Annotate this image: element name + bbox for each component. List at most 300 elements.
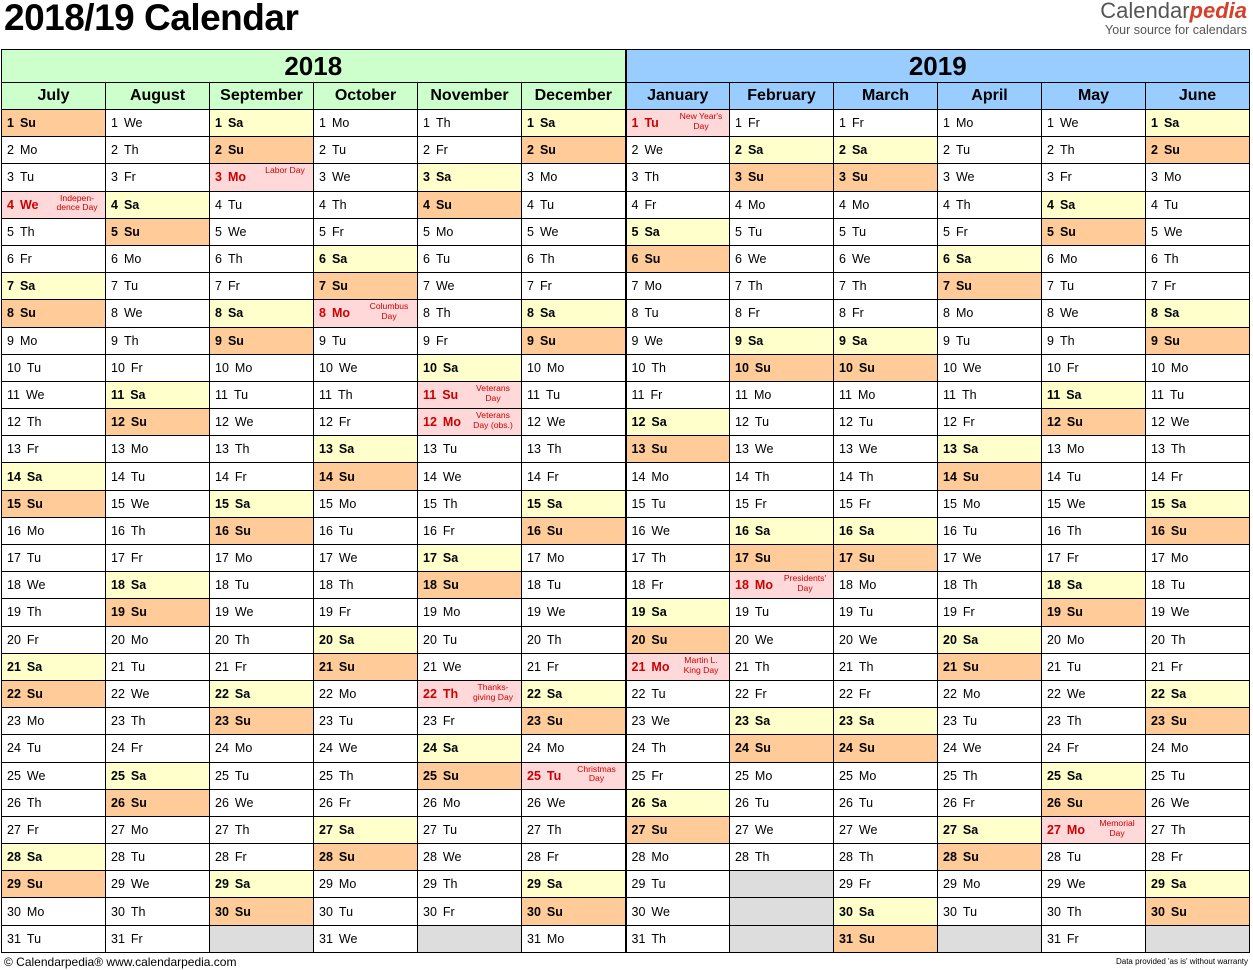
day-cell-march-26[interactable]: 26 Tu xyxy=(834,789,938,816)
day-cell-june-22[interactable]: 22 Sa xyxy=(1146,680,1250,707)
day-cell-september-7[interactable]: 7 Fr xyxy=(210,273,314,300)
day-cell-january-23[interactable]: 23 We xyxy=(626,708,730,735)
day-cell-july-26[interactable]: 26 Th xyxy=(2,789,106,816)
day-cell-september-20[interactable]: 20 Th xyxy=(210,626,314,653)
day-cell-may-5[interactable]: 5 Su xyxy=(1042,218,1146,245)
day-cell-may-11[interactable]: 11 Sa xyxy=(1042,381,1146,408)
day-cell-february-4[interactable]: 4 Mo xyxy=(730,191,834,218)
day-cell-november-7[interactable]: 7 We xyxy=(418,273,522,300)
day-cell-december-16[interactable]: 16 Su xyxy=(522,517,626,544)
day-cell-july-2[interactable]: 2 Mo xyxy=(2,137,106,164)
day-cell-december-11[interactable]: 11 Tu xyxy=(522,381,626,408)
day-cell-october-8[interactable]: 8 Mo Columbus Day xyxy=(314,300,418,327)
day-cell-december-4[interactable]: 4 Tu xyxy=(522,191,626,218)
day-cell-august-23[interactable]: 23 Th xyxy=(106,708,210,735)
day-cell-november-6[interactable]: 6 Tu xyxy=(418,245,522,272)
day-cell-february-14[interactable]: 14 Th xyxy=(730,463,834,490)
day-cell-september-16[interactable]: 16 Su xyxy=(210,517,314,544)
day-cell-january-2[interactable]: 2 We xyxy=(626,137,730,164)
day-cell-june-12[interactable]: 12 We xyxy=(1146,409,1250,436)
day-cell-january-18[interactable]: 18 Fr xyxy=(626,572,730,599)
day-cell-march-18[interactable]: 18 Mo xyxy=(834,572,938,599)
day-cell-july-12[interactable]: 12 Th xyxy=(2,409,106,436)
day-cell-december-26[interactable]: 26 We xyxy=(522,789,626,816)
day-cell-july-28[interactable]: 28 Sa xyxy=(2,844,106,871)
day-cell-november-28[interactable]: 28 We xyxy=(418,844,522,871)
day-cell-march-17[interactable]: 17 Su xyxy=(834,545,938,572)
day-cell-june-7[interactable]: 7 Fr xyxy=(1146,273,1250,300)
day-cell-april-10[interactable]: 10 We xyxy=(938,354,1042,381)
day-cell-august-15[interactable]: 15 We xyxy=(106,490,210,517)
day-cell-january-17[interactable]: 17 Th xyxy=(626,545,730,572)
day-cell-february-18[interactable]: 18 Mo Presidents' Day xyxy=(730,572,834,599)
day-cell-october-14[interactable]: 14 Su xyxy=(314,463,418,490)
day-cell-december-22[interactable]: 22 Sa xyxy=(522,680,626,707)
day-cell-april-1[interactable]: 1 Mo xyxy=(938,110,1042,137)
day-cell-october-23[interactable]: 23 Tu xyxy=(314,708,418,735)
day-cell-july-1[interactable]: 1 Su xyxy=(2,110,106,137)
day-cell-february-27[interactable]: 27 We xyxy=(730,816,834,843)
day-cell-october-13[interactable]: 13 Sa xyxy=(314,436,418,463)
day-cell-january-19[interactable]: 19 Sa xyxy=(626,599,730,626)
day-cell-november-27[interactable]: 27 Tu xyxy=(418,816,522,843)
day-cell-december-10[interactable]: 10 Mo xyxy=(522,354,626,381)
day-cell-march-1[interactable]: 1 Fr xyxy=(834,110,938,137)
day-cell-july-3[interactable]: 3 Tu xyxy=(2,164,106,191)
day-cell-february-16[interactable]: 16 Sa xyxy=(730,517,834,544)
day-cell-september-8[interactable]: 8 Sa xyxy=(210,300,314,327)
day-cell-august-19[interactable]: 19 Su xyxy=(106,599,210,626)
day-cell-june-1[interactable]: 1 Sa xyxy=(1146,110,1250,137)
day-cell-june-3[interactable]: 3 Mo xyxy=(1146,164,1250,191)
day-cell-january-22[interactable]: 22 Tu xyxy=(626,680,730,707)
day-cell-december-9[interactable]: 9 Su xyxy=(522,327,626,354)
day-cell-august-22[interactable]: 22 We xyxy=(106,680,210,707)
day-cell-april-24[interactable]: 24 We xyxy=(938,735,1042,762)
day-cell-october-22[interactable]: 22 Mo xyxy=(314,680,418,707)
day-cell-august-18[interactable]: 18 Sa xyxy=(106,572,210,599)
day-cell-august-3[interactable]: 3 Fr xyxy=(106,164,210,191)
day-cell-may-26[interactable]: 26 Su xyxy=(1042,789,1146,816)
day-cell-august-10[interactable]: 10 Fr xyxy=(106,354,210,381)
day-cell-february-7[interactable]: 7 Th xyxy=(730,273,834,300)
day-cell-february-23[interactable]: 23 Sa xyxy=(730,708,834,735)
day-cell-april-14[interactable]: 14 Su xyxy=(938,463,1042,490)
day-cell-december-2[interactable]: 2 Su xyxy=(522,137,626,164)
day-cell-september-1[interactable]: 1 Sa xyxy=(210,110,314,137)
day-cell-october-10[interactable]: 10 We xyxy=(314,354,418,381)
day-cell-february-22[interactable]: 22 Fr xyxy=(730,680,834,707)
day-cell-april-2[interactable]: 2 Tu xyxy=(938,137,1042,164)
day-cell-february-2[interactable]: 2 Sa xyxy=(730,137,834,164)
day-cell-october-19[interactable]: 19 Fr xyxy=(314,599,418,626)
day-cell-september-23[interactable]: 23 Su xyxy=(210,708,314,735)
day-cell-august-2[interactable]: 2 Th xyxy=(106,137,210,164)
day-cell-december-17[interactable]: 17 Mo xyxy=(522,545,626,572)
day-cell-february-25[interactable]: 25 Mo xyxy=(730,762,834,789)
day-cell-april-27[interactable]: 27 Sa xyxy=(938,816,1042,843)
day-cell-august-20[interactable]: 20 Mo xyxy=(106,626,210,653)
day-cell-january-26[interactable]: 26 Sa xyxy=(626,789,730,816)
day-cell-may-21[interactable]: 21 Tu xyxy=(1042,653,1146,680)
day-cell-february-24[interactable]: 24 Su xyxy=(730,735,834,762)
day-cell-august-26[interactable]: 26 Su xyxy=(106,789,210,816)
day-cell-april-6[interactable]: 6 Sa xyxy=(938,245,1042,272)
day-cell-october-18[interactable]: 18 Th xyxy=(314,572,418,599)
day-cell-june-10[interactable]: 10 Mo xyxy=(1146,354,1250,381)
day-cell-may-31[interactable]: 31 Fr xyxy=(1042,925,1146,952)
day-cell-january-3[interactable]: 3 Th xyxy=(626,164,730,191)
day-cell-october-4[interactable]: 4 Th xyxy=(314,191,418,218)
day-cell-january-14[interactable]: 14 Mo xyxy=(626,463,730,490)
day-cell-october-12[interactable]: 12 Fr xyxy=(314,409,418,436)
day-cell-september-21[interactable]: 21 Fr xyxy=(210,653,314,680)
day-cell-september-2[interactable]: 2 Su xyxy=(210,137,314,164)
day-cell-may-1[interactable]: 1 We xyxy=(1042,110,1146,137)
day-cell-march-11[interactable]: 11 Mo xyxy=(834,381,938,408)
day-cell-august-4[interactable]: 4 Sa xyxy=(106,191,210,218)
day-cell-june-11[interactable]: 11 Tu xyxy=(1146,381,1250,408)
day-cell-january-21[interactable]: 21 Mo Martin L. King Day xyxy=(626,653,730,680)
day-cell-august-9[interactable]: 9 Th xyxy=(106,327,210,354)
day-cell-january-7[interactable]: 7 Mo xyxy=(626,273,730,300)
day-cell-september-11[interactable]: 11 Tu xyxy=(210,381,314,408)
day-cell-july-16[interactable]: 16 Mo xyxy=(2,517,106,544)
day-cell-december-27[interactable]: 27 Th xyxy=(522,816,626,843)
day-cell-june-6[interactable]: 6 Th xyxy=(1146,245,1250,272)
day-cell-may-6[interactable]: 6 Mo xyxy=(1042,245,1146,272)
day-cell-april-15[interactable]: 15 Mo xyxy=(938,490,1042,517)
day-cell-february-6[interactable]: 6 We xyxy=(730,245,834,272)
day-cell-december-21[interactable]: 21 Fr xyxy=(522,653,626,680)
day-cell-march-7[interactable]: 7 Th xyxy=(834,273,938,300)
day-cell-april-28[interactable]: 28 Su xyxy=(938,844,1042,871)
day-cell-june-19[interactable]: 19 We xyxy=(1146,599,1250,626)
day-cell-december-28[interactable]: 28 Fr xyxy=(522,844,626,871)
day-cell-may-22[interactable]: 22 We xyxy=(1042,680,1146,707)
day-cell-may-20[interactable]: 20 Mo xyxy=(1042,626,1146,653)
day-cell-october-17[interactable]: 17 We xyxy=(314,545,418,572)
day-cell-september-30[interactable]: 30 Su xyxy=(210,898,314,925)
day-cell-may-10[interactable]: 10 Fr xyxy=(1042,354,1146,381)
day-cell-october-27[interactable]: 27 Sa xyxy=(314,816,418,843)
day-cell-february-15[interactable]: 15 Fr xyxy=(730,490,834,517)
day-cell-june-25[interactable]: 25 Tu xyxy=(1146,762,1250,789)
day-cell-june-16[interactable]: 16 Su xyxy=(1146,517,1250,544)
day-cell-november-17[interactable]: 17 Sa xyxy=(418,545,522,572)
day-cell-september-22[interactable]: 22 Sa xyxy=(210,680,314,707)
day-cell-march-29[interactable]: 29 Fr xyxy=(834,871,938,898)
day-cell-february-9[interactable]: 9 Sa xyxy=(730,327,834,354)
day-cell-november-25[interactable]: 25 Su xyxy=(418,762,522,789)
day-cell-october-21[interactable]: 21 Su xyxy=(314,653,418,680)
day-cell-september-10[interactable]: 10 Mo xyxy=(210,354,314,381)
day-cell-july-7[interactable]: 7 Sa xyxy=(2,273,106,300)
day-cell-may-4[interactable]: 4 Sa xyxy=(1042,191,1146,218)
day-cell-june-17[interactable]: 17 Mo xyxy=(1146,545,1250,572)
day-cell-october-16[interactable]: 16 Tu xyxy=(314,517,418,544)
day-cell-march-16[interactable]: 16 Sa xyxy=(834,517,938,544)
day-cell-september-24[interactable]: 24 Mo xyxy=(210,735,314,762)
day-cell-april-4[interactable]: 4 Th xyxy=(938,191,1042,218)
day-cell-may-27[interactable]: 27 Mo Memorial Day xyxy=(1042,816,1146,843)
day-cell-february-19[interactable]: 19 Tu xyxy=(730,599,834,626)
day-cell-november-4[interactable]: 4 Su xyxy=(418,191,522,218)
day-cell-april-19[interactable]: 19 Fr xyxy=(938,599,1042,626)
day-cell-may-2[interactable]: 2 Th xyxy=(1042,137,1146,164)
day-cell-june-13[interactable]: 13 Th xyxy=(1146,436,1250,463)
day-cell-august-31[interactable]: 31 Fr xyxy=(106,925,210,952)
day-cell-july-9[interactable]: 9 Mo xyxy=(2,327,106,354)
day-cell-august-7[interactable]: 7 Tu xyxy=(106,273,210,300)
day-cell-january-30[interactable]: 30 We xyxy=(626,898,730,925)
day-cell-october-20[interactable]: 20 Sa xyxy=(314,626,418,653)
day-cell-march-24[interactable]: 24 Su xyxy=(834,735,938,762)
day-cell-october-11[interactable]: 11 Th xyxy=(314,381,418,408)
day-cell-november-8[interactable]: 8 Th xyxy=(418,300,522,327)
day-cell-february-8[interactable]: 8 Fr xyxy=(730,300,834,327)
day-cell-february-21[interactable]: 21 Th xyxy=(730,653,834,680)
day-cell-october-26[interactable]: 26 Fr xyxy=(314,789,418,816)
day-cell-january-9[interactable]: 9 We xyxy=(626,327,730,354)
day-cell-september-19[interactable]: 19 We xyxy=(210,599,314,626)
day-cell-december-23[interactable]: 23 Su xyxy=(522,708,626,735)
day-cell-july-20[interactable]: 20 Fr xyxy=(2,626,106,653)
day-cell-april-22[interactable]: 22 Mo xyxy=(938,680,1042,707)
day-cell-november-29[interactable]: 29 Th xyxy=(418,871,522,898)
day-cell-june-14[interactable]: 14 Fr xyxy=(1146,463,1250,490)
day-cell-january-16[interactable]: 16 We xyxy=(626,517,730,544)
day-cell-november-11[interactable]: 11 Su Veterans Day xyxy=(418,381,522,408)
day-cell-january-24[interactable]: 24 Th xyxy=(626,735,730,762)
day-cell-november-3[interactable]: 3 Sa xyxy=(418,164,522,191)
day-cell-july-22[interactable]: 22 Su xyxy=(2,680,106,707)
day-cell-august-30[interactable]: 30 Th xyxy=(106,898,210,925)
day-cell-november-2[interactable]: 2 Fr xyxy=(418,137,522,164)
day-cell-august-12[interactable]: 12 Su xyxy=(106,409,210,436)
day-cell-december-1[interactable]: 1 Sa xyxy=(522,110,626,137)
day-cell-february-13[interactable]: 13 We xyxy=(730,436,834,463)
day-cell-may-12[interactable]: 12 Su xyxy=(1042,409,1146,436)
day-cell-july-17[interactable]: 17 Tu xyxy=(2,545,106,572)
day-cell-december-12[interactable]: 12 We xyxy=(522,409,626,436)
day-cell-august-28[interactable]: 28 Tu xyxy=(106,844,210,871)
day-cell-august-17[interactable]: 17 Fr xyxy=(106,545,210,572)
day-cell-april-9[interactable]: 9 Tu xyxy=(938,327,1042,354)
day-cell-september-6[interactable]: 6 Th xyxy=(210,245,314,272)
day-cell-august-14[interactable]: 14 Tu xyxy=(106,463,210,490)
day-cell-december-13[interactable]: 13 Th xyxy=(522,436,626,463)
day-cell-december-18[interactable]: 18 Tu xyxy=(522,572,626,599)
day-cell-october-5[interactable]: 5 Fr xyxy=(314,218,418,245)
day-cell-july-25[interactable]: 25 We xyxy=(2,762,106,789)
day-cell-august-8[interactable]: 8 We xyxy=(106,300,210,327)
day-cell-may-15[interactable]: 15 We xyxy=(1042,490,1146,517)
day-cell-november-13[interactable]: 13 Tu xyxy=(418,436,522,463)
day-cell-february-20[interactable]: 20 We xyxy=(730,626,834,653)
day-cell-december-8[interactable]: 8 Sa xyxy=(522,300,626,327)
day-cell-september-9[interactable]: 9 Su xyxy=(210,327,314,354)
day-cell-july-4[interactable]: 4 We Indepen-dence Day xyxy=(2,191,106,218)
day-cell-january-13[interactable]: 13 Su xyxy=(626,436,730,463)
day-cell-february-28[interactable]: 28 Th xyxy=(730,844,834,871)
day-cell-april-21[interactable]: 21 Su xyxy=(938,653,1042,680)
day-cell-april-20[interactable]: 20 Sa xyxy=(938,626,1042,653)
day-cell-april-26[interactable]: 26 Fr xyxy=(938,789,1042,816)
day-cell-july-11[interactable]: 11 We xyxy=(2,381,106,408)
day-cell-february-11[interactable]: 11 Mo xyxy=(730,381,834,408)
day-cell-november-18[interactable]: 18 Su xyxy=(418,572,522,599)
day-cell-december-20[interactable]: 20 Th xyxy=(522,626,626,653)
day-cell-october-9[interactable]: 9 Tu xyxy=(314,327,418,354)
day-cell-december-24[interactable]: 24 Mo xyxy=(522,735,626,762)
day-cell-may-29[interactable]: 29 We xyxy=(1042,871,1146,898)
day-cell-november-5[interactable]: 5 Mo xyxy=(418,218,522,245)
day-cell-september-4[interactable]: 4 Tu xyxy=(210,191,314,218)
day-cell-august-21[interactable]: 21 Tu xyxy=(106,653,210,680)
day-cell-march-8[interactable]: 8 Fr xyxy=(834,300,938,327)
day-cell-march-25[interactable]: 25 Mo xyxy=(834,762,938,789)
day-cell-july-13[interactable]: 13 Fr xyxy=(2,436,106,463)
day-cell-june-26[interactable]: 26 We xyxy=(1146,789,1250,816)
day-cell-may-13[interactable]: 13 Mo xyxy=(1042,436,1146,463)
day-cell-january-20[interactable]: 20 Su xyxy=(626,626,730,653)
day-cell-july-14[interactable]: 14 Sa xyxy=(2,463,106,490)
day-cell-november-9[interactable]: 9 Fr xyxy=(418,327,522,354)
day-cell-december-25[interactable]: 25 Tu Christmas Day xyxy=(522,762,626,789)
day-cell-march-5[interactable]: 5 Tu xyxy=(834,218,938,245)
day-cell-march-27[interactable]: 27 We xyxy=(834,816,938,843)
day-cell-june-28[interactable]: 28 Fr xyxy=(1146,844,1250,871)
day-cell-july-18[interactable]: 18 We xyxy=(2,572,106,599)
day-cell-october-24[interactable]: 24 We xyxy=(314,735,418,762)
day-cell-october-28[interactable]: 28 Su xyxy=(314,844,418,871)
day-cell-october-3[interactable]: 3 We xyxy=(314,164,418,191)
day-cell-august-16[interactable]: 16 Th xyxy=(106,517,210,544)
day-cell-may-23[interactable]: 23 Th xyxy=(1042,708,1146,735)
day-cell-january-27[interactable]: 27 Su xyxy=(626,816,730,843)
day-cell-september-14[interactable]: 14 Fr xyxy=(210,463,314,490)
day-cell-january-28[interactable]: 28 Mo xyxy=(626,844,730,871)
day-cell-august-6[interactable]: 6 Mo xyxy=(106,245,210,272)
day-cell-march-2[interactable]: 2 Sa xyxy=(834,137,938,164)
day-cell-may-8[interactable]: 8 We xyxy=(1042,300,1146,327)
day-cell-june-24[interactable]: 24 Mo xyxy=(1146,735,1250,762)
day-cell-april-25[interactable]: 25 Th xyxy=(938,762,1042,789)
day-cell-december-19[interactable]: 19 We xyxy=(522,599,626,626)
day-cell-may-17[interactable]: 17 Fr xyxy=(1042,545,1146,572)
day-cell-december-30[interactable]: 30 Su xyxy=(522,898,626,925)
day-cell-may-19[interactable]: 19 Su xyxy=(1042,599,1146,626)
day-cell-december-31[interactable]: 31 Mo xyxy=(522,925,626,952)
day-cell-march-31[interactable]: 31 Su xyxy=(834,925,938,952)
day-cell-may-3[interactable]: 3 Fr xyxy=(1042,164,1146,191)
day-cell-may-16[interactable]: 16 Th xyxy=(1042,517,1146,544)
day-cell-january-15[interactable]: 15 Tu xyxy=(626,490,730,517)
day-cell-march-10[interactable]: 10 Su xyxy=(834,354,938,381)
day-cell-july-27[interactable]: 27 Fr xyxy=(2,816,106,843)
day-cell-february-3[interactable]: 3 Su xyxy=(730,164,834,191)
day-cell-june-15[interactable]: 15 Sa xyxy=(1146,490,1250,517)
day-cell-april-7[interactable]: 7 Su xyxy=(938,273,1042,300)
day-cell-february-5[interactable]: 5 Tu xyxy=(730,218,834,245)
day-cell-september-13[interactable]: 13 Th xyxy=(210,436,314,463)
day-cell-june-8[interactable]: 8 Sa xyxy=(1146,300,1250,327)
day-cell-november-21[interactable]: 21 We xyxy=(418,653,522,680)
day-cell-october-25[interactable]: 25 Th xyxy=(314,762,418,789)
day-cell-november-26[interactable]: 26 Mo xyxy=(418,789,522,816)
day-cell-may-9[interactable]: 9 Th xyxy=(1042,327,1146,354)
day-cell-january-5[interactable]: 5 Sa xyxy=(626,218,730,245)
day-cell-september-29[interactable]: 29 Sa xyxy=(210,871,314,898)
day-cell-november-20[interactable]: 20 Tu xyxy=(418,626,522,653)
day-cell-december-14[interactable]: 14 Fr xyxy=(522,463,626,490)
day-cell-march-3[interactable]: 3 Su xyxy=(834,164,938,191)
day-cell-september-26[interactable]: 26 We xyxy=(210,789,314,816)
day-cell-april-11[interactable]: 11 Th xyxy=(938,381,1042,408)
day-cell-march-12[interactable]: 12 Tu xyxy=(834,409,938,436)
day-cell-august-27[interactable]: 27 Mo xyxy=(106,816,210,843)
day-cell-april-8[interactable]: 8 Mo xyxy=(938,300,1042,327)
day-cell-may-14[interactable]: 14 Tu xyxy=(1042,463,1146,490)
day-cell-september-12[interactable]: 12 We xyxy=(210,409,314,436)
day-cell-november-24[interactable]: 24 Sa xyxy=(418,735,522,762)
day-cell-may-30[interactable]: 30 Th xyxy=(1042,898,1146,925)
day-cell-november-12[interactable]: 12 Mo Veterans Day (obs.) xyxy=(418,409,522,436)
day-cell-june-20[interactable]: 20 Th xyxy=(1146,626,1250,653)
day-cell-september-3[interactable]: 3 Mo Labor Day xyxy=(210,164,314,191)
day-cell-january-6[interactable]: 6 Su xyxy=(626,245,730,272)
day-cell-february-26[interactable]: 26 Tu xyxy=(730,789,834,816)
day-cell-january-8[interactable]: 8 Tu xyxy=(626,300,730,327)
day-cell-july-10[interactable]: 10 Tu xyxy=(2,354,106,381)
day-cell-november-14[interactable]: 14 We xyxy=(418,463,522,490)
day-cell-january-1[interactable]: 1 Tu New Year's Day xyxy=(626,110,730,137)
day-cell-march-4[interactable]: 4 Mo xyxy=(834,191,938,218)
day-cell-august-5[interactable]: 5 Su xyxy=(106,218,210,245)
day-cell-october-15[interactable]: 15 Mo xyxy=(314,490,418,517)
day-cell-july-15[interactable]: 15 Su xyxy=(2,490,106,517)
day-cell-december-5[interactable]: 5 We xyxy=(522,218,626,245)
day-cell-march-22[interactable]: 22 Fr xyxy=(834,680,938,707)
day-cell-november-10[interactable]: 10 Sa xyxy=(418,354,522,381)
day-cell-june-27[interactable]: 27 Th xyxy=(1146,816,1250,843)
day-cell-march-6[interactable]: 6 We xyxy=(834,245,938,272)
day-cell-january-29[interactable]: 29 Tu xyxy=(626,871,730,898)
day-cell-november-16[interactable]: 16 Fr xyxy=(418,517,522,544)
day-cell-april-16[interactable]: 16 Tu xyxy=(938,517,1042,544)
day-cell-december-29[interactable]: 29 Sa xyxy=(522,871,626,898)
day-cell-july-31[interactable]: 31 Tu xyxy=(2,925,106,952)
day-cell-may-24[interactable]: 24 Fr xyxy=(1042,735,1146,762)
day-cell-june-2[interactable]: 2 Su xyxy=(1146,137,1250,164)
day-cell-july-21[interactable]: 21 Sa xyxy=(2,653,106,680)
day-cell-august-11[interactable]: 11 Sa xyxy=(106,381,210,408)
day-cell-april-17[interactable]: 17 We xyxy=(938,545,1042,572)
day-cell-may-28[interactable]: 28 Tu xyxy=(1042,844,1146,871)
day-cell-april-13[interactable]: 13 Sa xyxy=(938,436,1042,463)
day-cell-october-31[interactable]: 31 We xyxy=(314,925,418,952)
day-cell-november-30[interactable]: 30 Fr xyxy=(418,898,522,925)
day-cell-november-22[interactable]: 22 Th Thanks-giving Day xyxy=(418,680,522,707)
day-cell-april-18[interactable]: 18 Th xyxy=(938,572,1042,599)
day-cell-december-15[interactable]: 15 Sa xyxy=(522,490,626,517)
day-cell-december-3[interactable]: 3 Mo xyxy=(522,164,626,191)
day-cell-april-3[interactable]: 3 We xyxy=(938,164,1042,191)
day-cell-september-28[interactable]: 28 Fr xyxy=(210,844,314,871)
day-cell-may-7[interactable]: 7 Tu xyxy=(1042,273,1146,300)
day-cell-july-24[interactable]: 24 Tu xyxy=(2,735,106,762)
